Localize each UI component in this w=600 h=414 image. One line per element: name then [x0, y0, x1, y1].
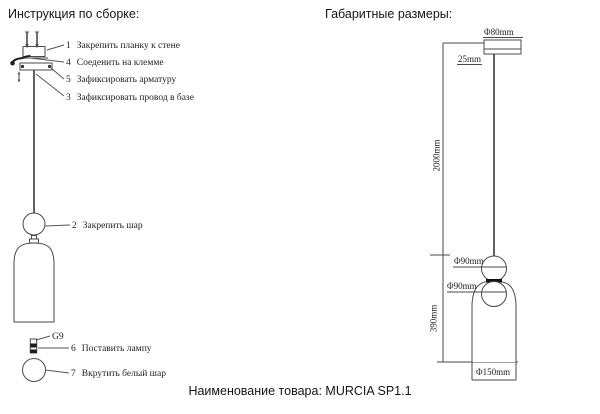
dimensions-section-title: Габаритные размеры: [325, 7, 453, 21]
canopy-height-label: 25mm [458, 54, 482, 64]
decor-ball [23, 213, 45, 235]
dimension-diagram [430, 38, 523, 381]
canopy-diameter-label: Φ80mm [484, 27, 514, 37]
step-6-label: 6 Поставить лампу [71, 344, 152, 354]
step-3-number: 3 [66, 93, 71, 103]
top-ball-dim [482, 256, 507, 281]
adjust-arrow-icon [18, 71, 21, 82]
step-2-number: 2 [72, 221, 77, 231]
top-ball-diameter-label: Φ90mm [454, 256, 484, 266]
canopy [484, 40, 521, 54]
shade-neck [30, 236, 39, 244]
step-4-label: 4 Соеденить на клемме [66, 58, 164, 68]
assembly-section-title: Инструкция по сборке: [8, 7, 140, 21]
assembly-diagram [10, 32, 70, 382]
wall-bracket [20, 47, 48, 59]
step-5-number: 5 [66, 75, 71, 85]
fixture-height-label: 390mm [428, 304, 439, 333]
callout-leaders [30, 45, 70, 373]
step-7-label: 7 Вкрутить белый шар [71, 369, 166, 379]
inner-ball-diameter-label: Φ90mm [447, 281, 477, 291]
step-1-label: 1 Закрепить планку к стене [66, 41, 180, 51]
step-3-label: 3 Зафиксировать провод в базе [66, 93, 194, 103]
shade-outline [14, 243, 54, 322]
step-2-label: 2 Закрепить шар [72, 221, 143, 231]
inner-ball-dim [482, 282, 507, 307]
socket-type-label: G9 [52, 332, 64, 342]
shade-diameter-label: Φ150mm [476, 367, 511, 377]
g9-lamp-icon [30, 339, 36, 353]
step-7-number: 7 [71, 369, 76, 379]
cord-length-label: 2000mm [431, 139, 442, 172]
step-1-number: 1 [66, 41, 71, 51]
step-4-number: 4 [66, 58, 71, 68]
product-name: Наименование товара: MURCIA SP1.1 [188, 384, 412, 398]
white-ball [23, 359, 46, 382]
step-6-number: 6 [71, 344, 76, 354]
canopy-bar [20, 63, 52, 70]
step-5-label: 5 Зафиксировать арматуру [66, 75, 177, 85]
